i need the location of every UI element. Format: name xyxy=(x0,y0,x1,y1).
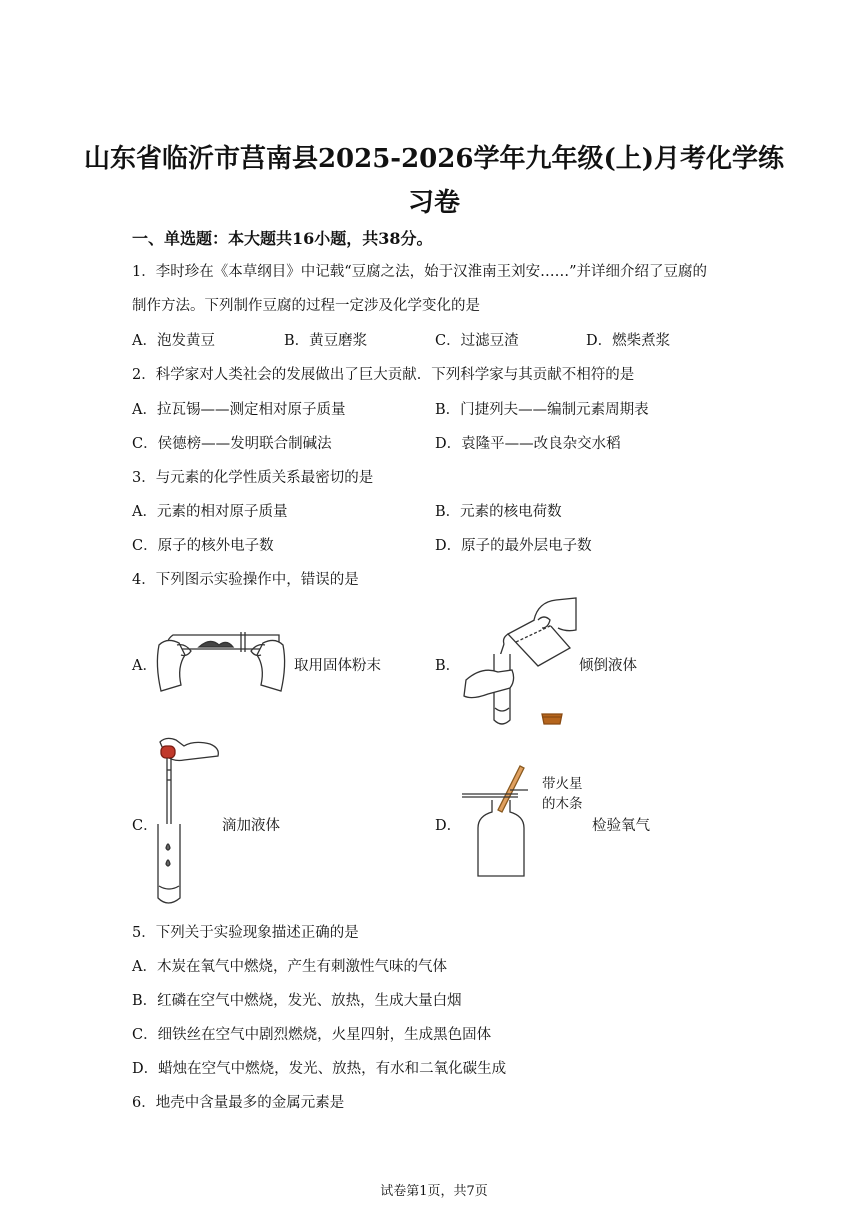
q1-stem-line2: 制作方法。下列制作豆腐的过程一定涉及化学变化的是 xyxy=(132,298,480,314)
q3-stem: 3．与元素的化学性质关系最密切的是 xyxy=(132,470,374,486)
q5-option-a: A．木炭在氧气中燃烧，产生有刺激性气味的气体 xyxy=(132,959,447,975)
q4-stem: 4．下列图示实验操作中，错误的是 xyxy=(132,572,359,588)
q1-stem-line1: 1．李时珍在《本草纲目》中记载“豆腐之法，始于汉淮南王刘安……”并详细介绍了豆腐的 xyxy=(132,264,708,280)
q3-option-a: A．元素的相对原子质量 xyxy=(132,504,288,520)
q5-option-d: D．蜡烛在空气中燃烧，发光、放热，有水和二氧化碳生成 xyxy=(132,1061,507,1077)
q4-option-a-letter: A． xyxy=(132,658,157,674)
q1-option-a: A．泡发黄豆 xyxy=(132,333,215,349)
section-heading: 一、单选题：本大题共16小题，共38分。 xyxy=(132,229,433,248)
q4-option-a-caption: 取用固体粉末 xyxy=(294,658,381,674)
page-footer: 试卷第1页，共7页 xyxy=(380,1184,488,1199)
q1-option-b: B．黄豆磨浆 xyxy=(284,333,368,349)
q6-stem: 6．地壳中含量最多的金属元素是 xyxy=(132,1095,345,1111)
q3-option-c: C．原子的核外电子数 xyxy=(132,538,274,554)
splint-annotation-line1: 带火星 xyxy=(542,776,583,792)
q1-option-c: C．过滤豆渣 xyxy=(435,333,519,349)
q4-option-c-caption: 滴加液体 xyxy=(222,818,280,834)
splint-annotation-line2: 的木条 xyxy=(542,796,583,812)
q3-option-d: D．原子的最外层电子数 xyxy=(435,538,592,554)
exam-title-line2: 习卷 xyxy=(407,188,460,218)
q3-option-b: B．元素的核电荷数 xyxy=(435,504,562,520)
q5-option-c: C．细铁丝在空气中剧烈燃烧，火星四射，生成黑色固体 xyxy=(132,1027,492,1043)
pouring-liquid-illustration xyxy=(458,596,580,730)
q4-option-d-caption: 检验氧气 xyxy=(592,818,650,834)
q2-option-a: A．拉瓦锡——测定相对原子质量 xyxy=(132,402,346,418)
q2-option-d: D．袁隆平——改良杂交水稻 xyxy=(435,436,621,452)
q4-option-b-caption: 倾倒液体 xyxy=(579,658,637,674)
q2-stem: 2．科学家对人类社会的发展做出了巨大贡献．下列科学家与其贡献不相符的是 xyxy=(132,367,635,383)
q1-option-d: D．燃柴煮浆 xyxy=(586,333,671,349)
exam-title-line1: 山东省临沂市莒南县2025-2026学年九年级(上)月考化学练 xyxy=(83,144,785,174)
dropper-illustration xyxy=(154,736,222,908)
q4-option-c-letter: C． xyxy=(132,818,158,834)
q5-option-b: B．红磷在空气中燃烧，发光、放热，生成大量白烟 xyxy=(132,993,462,1009)
q2-option-c: C．侯德榜——发明联合制碱法 xyxy=(132,436,332,452)
test-tube-powder-illustration xyxy=(155,625,287,697)
q4-option-b-letter: B． xyxy=(435,658,461,674)
q4-option-d-letter: D． xyxy=(435,818,462,834)
q2-option-b: B．门捷列夫——编制元素周期表 xyxy=(435,402,649,418)
oxygen-test-bottle-illustration xyxy=(458,762,550,880)
q5-stem: 5．下列关于实验现象描述正确的是 xyxy=(132,925,359,941)
splint-annotation xyxy=(542,774,583,814)
